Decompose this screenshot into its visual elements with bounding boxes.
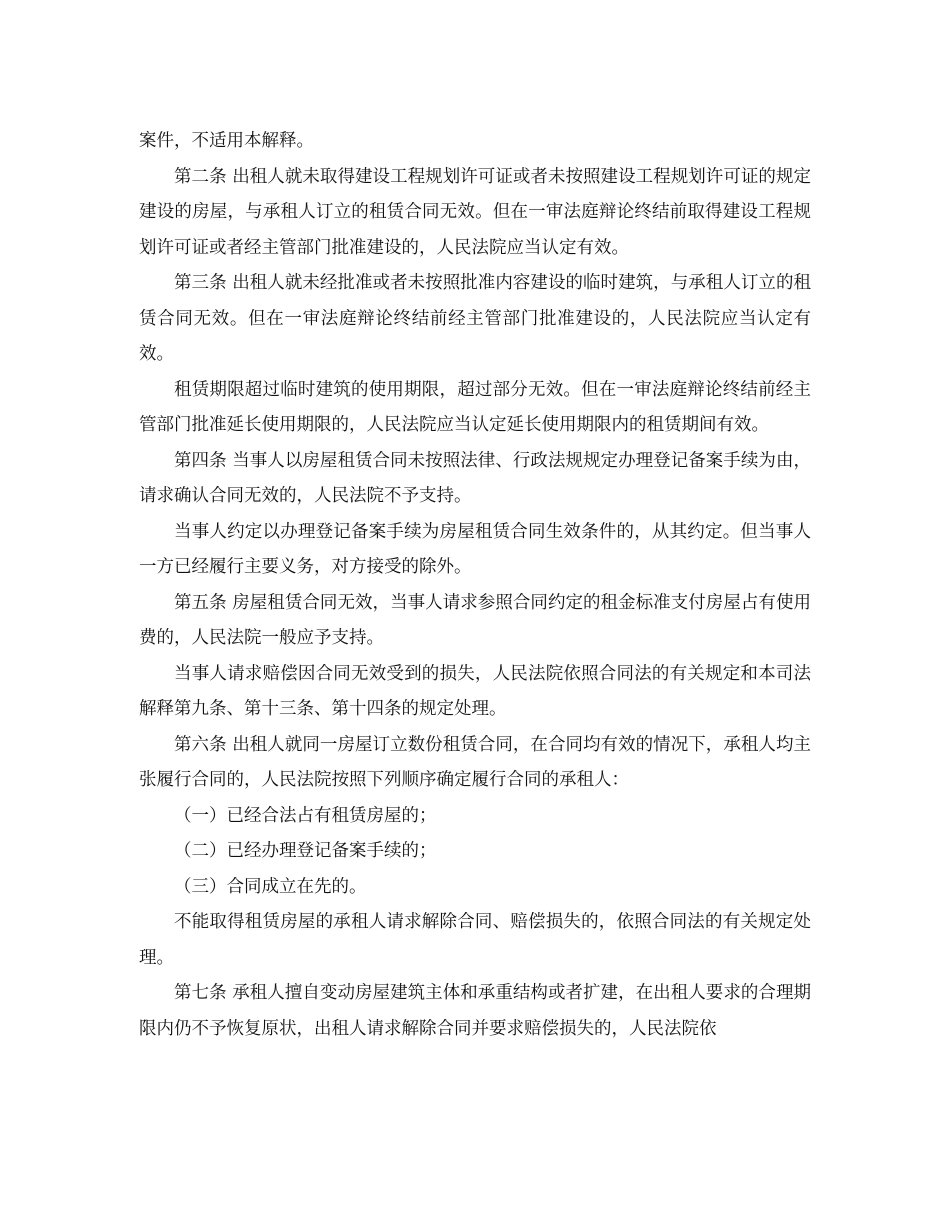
paragraph-article-6-clause-2: 不能取得租赁房屋的承租人请求解除合同、赔偿损失的，依照合同法的有关规定处理。 — [139, 912, 811, 968]
paragraph-article-3: 第三条 出租人就未经批准或者未按照批准内容建设的临时建筑，与承租人订立的租赁合同无效。但在一审法庭辩论终结前经主管部门批准建设的，人民法院应当认定有效。 — [139, 273, 811, 364]
list-item-1: （一）已经合法占有租赁房屋的； — [174, 805, 437, 826]
list-item-2: （二）已经办理登记备案手续的； — [174, 841, 437, 861]
paragraph-article-2: 第二条 出租人就未取得建设工程规划许可证或者未按照建设工程规划许可证的规定建设的房屋，与承租人订立的租赁合同无效。但在一审法庭辩论终结前取得建设工程规划许可证或者经主管部门批准建设的，人民法院应当认定有效。 — [139, 166, 811, 258]
paragraph-article-4-clause-2: 当事人约定以办理登记备案手续为房屋租赁合同生效条件的，从其约定。但当事人一方已经履行主要义务，对方接受的除外。 — [139, 521, 811, 577]
paragraph-continuation: 案件，不适用本解释。 — [139, 131, 314, 151]
document-body — [139, 124, 811, 1047]
paragraph-article-7: 第七条 承租人擅自变动房屋建筑主体和承重结构或者扩建，在出租人要求的合理期限内仍不予恢复原状，出租人请求解除合同并要求赔偿损失的，人民法院依 — [139, 983, 811, 1039]
paragraph-article-3-clause-2: 租赁期限超过临时建筑的使用期限，超过部分无效。但在一审法庭辩论终结前经主管部门批准延长使用期限的，人民法院应当认定延长使用期限内的租赁期间有效。 — [139, 379, 811, 435]
paragraph-article-6: 第六条 出租人就同一房屋订立数份租赁合同，在合同均有效的情况下，承租人均主张履行合同的，人民法院按照下列顺序确定履行合同的承租人： — [139, 734, 811, 790]
paragraph-article-5: 第五条 房屋租赁合同无效，当事人请求参照合同约定的租金标准支付房屋占有使用费的，人民法院一般应予支持。 — [139, 592, 811, 648]
paragraph-article-5-clause-2: 当事人请求赔偿因合同无效受到的损失，人民法院依照合同法的有关规定和本司法解释第九条、第十三条、第十四条的规定处理。 — [139, 663, 811, 719]
list-item-3: （三）合同成立在先的。 — [174, 876, 367, 897]
paragraph-article-4: 第四条 当事人以房屋租赁合同未按照法律、行政法规规定办理登记备案手续为由，请求确认合同无效的，人民法院不予支持。 — [139, 450, 811, 506]
